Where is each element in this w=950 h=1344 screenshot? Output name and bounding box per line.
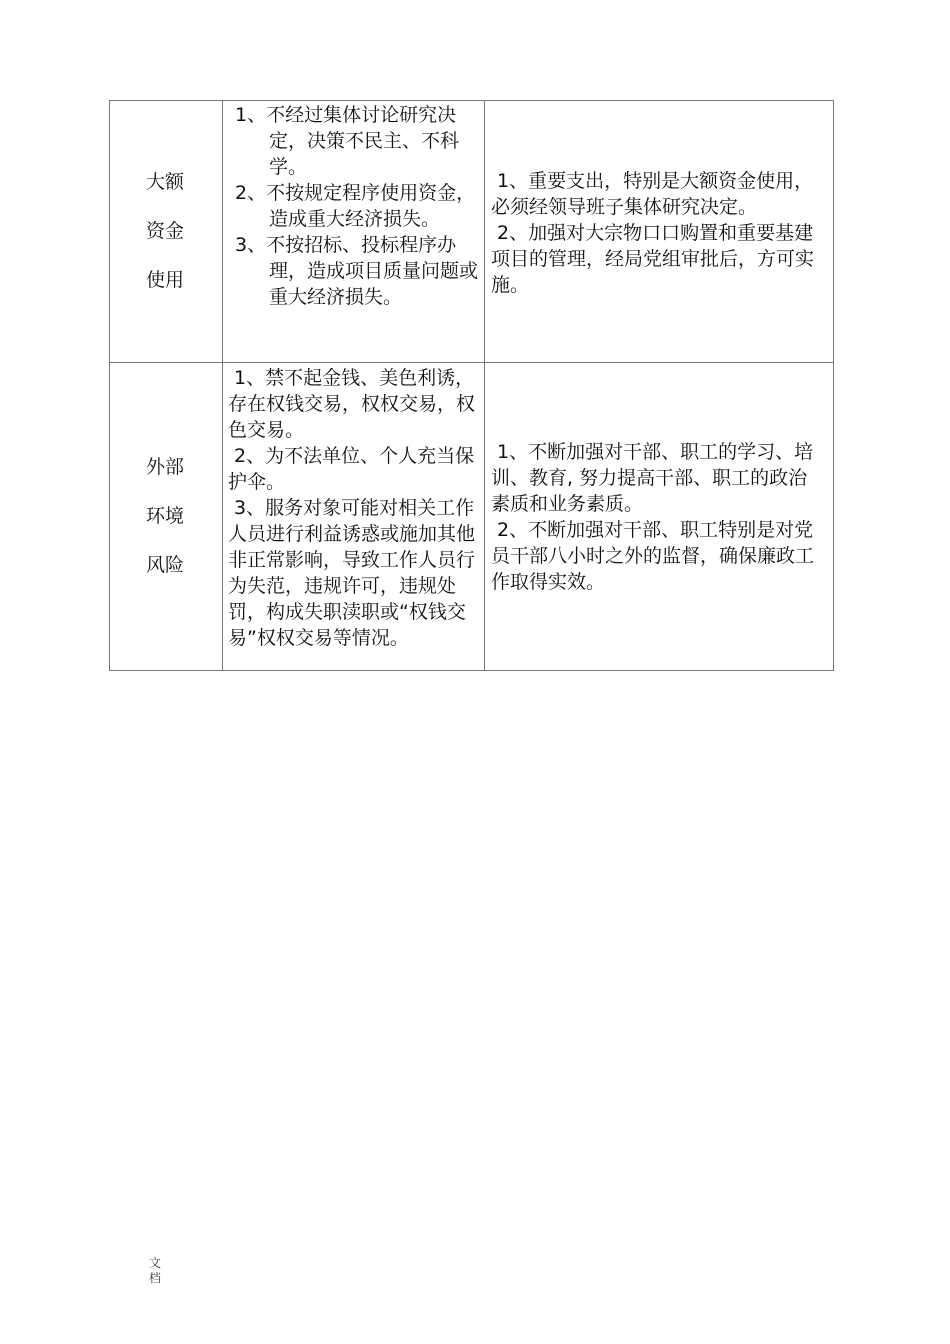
category-line: 风险: [146, 554, 185, 576]
risk-points-cell: [223, 101, 485, 363]
table-row: [110, 363, 834, 671]
category-line: 大额: [146, 171, 185, 193]
risk-points-list: [223, 365, 484, 651]
control-measures-cell: [485, 363, 834, 671]
control-measure: 1、重要支出，特别是大额资金使用，必须经领导班子集体研究决定。: [491, 169, 814, 218]
control-measure: 2、加强对大宗物口口购置和重要基建项目的管理，经局党组审批后，方可实施。: [491, 221, 815, 296]
risk-points-list: [223, 102, 484, 310]
category-line: 资金: [146, 220, 185, 242]
risk-points-cell: [223, 363, 485, 671]
control-measures-cell: [485, 101, 834, 363]
risk-control-table: [109, 100, 834, 671]
risk-point: 3、不按招标、投标程序办理，造成项目质量问题或重大经济损失。: [235, 234, 479, 308]
risk-category-cell: [110, 363, 223, 671]
footer-note: 文档: [149, 1256, 162, 1285]
control-measure: 2、不断加强对干部、职工特别是对党员干部八小时之外的监督，确保廉政工作取得实效。: [491, 518, 815, 593]
category-line: 外部: [146, 456, 185, 478]
risk-point: 2、为不法单位、个人充当保护伞。: [228, 445, 475, 493]
table-row: [110, 101, 834, 363]
category-line: 环境: [146, 505, 185, 527]
risk-point: 3、服务对象可能对相关工作人员进行利益诱惑或施加其他非正常影响，导致工作人员行为失范，违规许可，违规处罚，构成失职渎职或“权钱交易”权权交易等情况。: [228, 497, 476, 649]
control-measure: 1、不断加强对干部、职工的学习、培训、教育, 努力提高干部、职工的政治素质和业务素质。: [491, 440, 814, 515]
category-line: 使用: [146, 269, 185, 291]
risk-point: 2、不按规定程序使用资金，造成重大经济损失。: [235, 182, 476, 230]
risk-category-cell: [110, 101, 223, 363]
risk-point: 1、不经过集体讨论研究决定，决策不民主、不科学。: [235, 104, 460, 178]
risk-point: 1、禁不起金钱、美色利诱，存在权钱交易，权权交易，权色交易。: [228, 367, 476, 441]
